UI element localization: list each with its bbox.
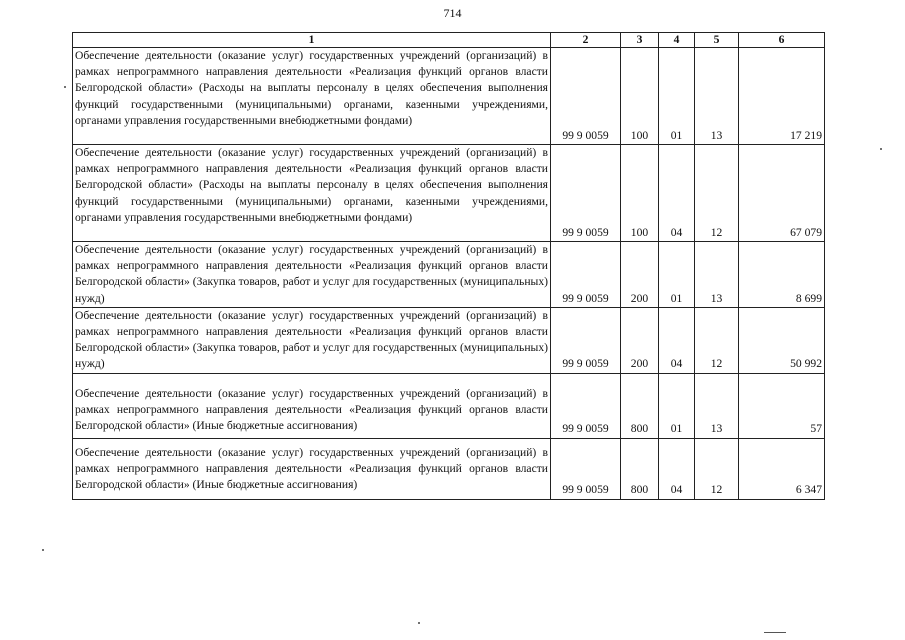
table-row (73, 373, 825, 438)
row-description: Обеспечение деятельности (оказание услуг) государственных учреждений (организаций) в рамках непрограммного направления деятельности «Реализация функций органов власти Белгородской области» (Расходы на выплаты персоналу в целях обеспечения выполнения функций государственными (муниципальными) органами, казенными учреждениями, органами управления государственными внебюджетными фондами) (73, 48, 551, 145)
header-col-3: 3 (621, 33, 659, 48)
row-description: Обеспечение деятельности (оказание услуг) государственных учреждений (организаций) в рамках непрограммного направления деятельности «Реализация функций органов власти Белгородской области» (Закупка товаров, работ и услуг для государственных (муниципальных) нужд) (73, 242, 551, 308)
row-code: 99 9 0059 (551, 48, 621, 145)
row-amount: 57 (739, 373, 825, 438)
row-description: Обеспечение деятельности (оказание услуг) государственных учреждений (организаций) в рамках непрограммного направления деятельности «Реализация функций органов власти Белгородской области» (Расходы на выплаты персоналу в целях обеспечения выполнения функций государственными (муниципальными) органами, казенными учреждениями, органами управления государственными внебюджетными фондами) (73, 145, 551, 242)
budget-table (72, 32, 825, 500)
row-expense-type: 800 (621, 438, 659, 499)
row-section: 01 (659, 373, 695, 438)
row-amount: 6 347 (739, 438, 825, 499)
row-subsection: 12 (695, 438, 739, 499)
row-expense-type: 100 (621, 48, 659, 145)
table-row (73, 242, 825, 308)
row-section: 01 (659, 48, 695, 145)
row-code: 99 9 0059 (551, 242, 621, 308)
page-number: 714 (443, 6, 462, 20)
row-amount: 67 079 (739, 145, 825, 242)
row-code: 99 9 0059 (551, 373, 621, 438)
row-subsection: 12 (695, 145, 739, 242)
table-row (73, 438, 825, 499)
header-row (73, 33, 825, 48)
header-col-2: 2 (551, 33, 621, 48)
row-section: 04 (659, 438, 695, 499)
scan-speck (880, 148, 882, 150)
row-description: Обеспечение деятельности (оказание услуг) государственных учреждений (организаций) в рамках непрограммного направления деятельности «Реализация функций органов власти Белгородской области» (Закупка товаров, работ и услуг для государственных (муниципальных) нужд) (73, 307, 551, 373)
row-section: 04 (659, 145, 695, 242)
row-amount: 8 699 (739, 242, 825, 308)
row-expense-type: 200 (621, 242, 659, 308)
scan-speck (418, 622, 420, 624)
row-subsection: 13 (695, 242, 739, 308)
scan-mark (764, 632, 786, 633)
header-col-4: 4 (659, 33, 695, 48)
row-expense-type: 200 (621, 307, 659, 373)
table-row (73, 145, 825, 242)
header-col-1: 1 (73, 33, 551, 48)
row-subsection: 13 (695, 48, 739, 145)
row-amount: 50 992 (739, 307, 825, 373)
row-expense-type: 800 (621, 373, 659, 438)
row-section: 01 (659, 242, 695, 308)
scan-speck (42, 549, 44, 551)
row-code: 99 9 0059 (551, 307, 621, 373)
row-subsection: 12 (695, 307, 739, 373)
row-description: Обеспечение деятельности (оказание услуг) государственных учреждений (организаций) в рамках непрограммного направления деятельности «Реализация функций органов власти Белгородской области» (Иные бюджетные ассигнования) (73, 438, 551, 499)
scan-speck (64, 86, 66, 88)
table-row (73, 307, 825, 373)
row-description: Обеспечение деятельности (оказание услуг) государственных учреждений (организаций) в рамках непрограммного направления деятельности «Реализация функций органов власти Белгородской области» (Иные бюджетные ассигнования) (73, 373, 551, 438)
row-expense-type: 100 (621, 145, 659, 242)
row-subsection: 13 (695, 373, 739, 438)
row-code: 99 9 0059 (551, 145, 621, 242)
header-col-5: 5 (695, 33, 739, 48)
header-col-6: 6 (739, 33, 825, 48)
row-code: 99 9 0059 (551, 438, 621, 499)
row-section: 04 (659, 307, 695, 373)
table-row (73, 48, 825, 145)
row-amount: 17 219 (739, 48, 825, 145)
